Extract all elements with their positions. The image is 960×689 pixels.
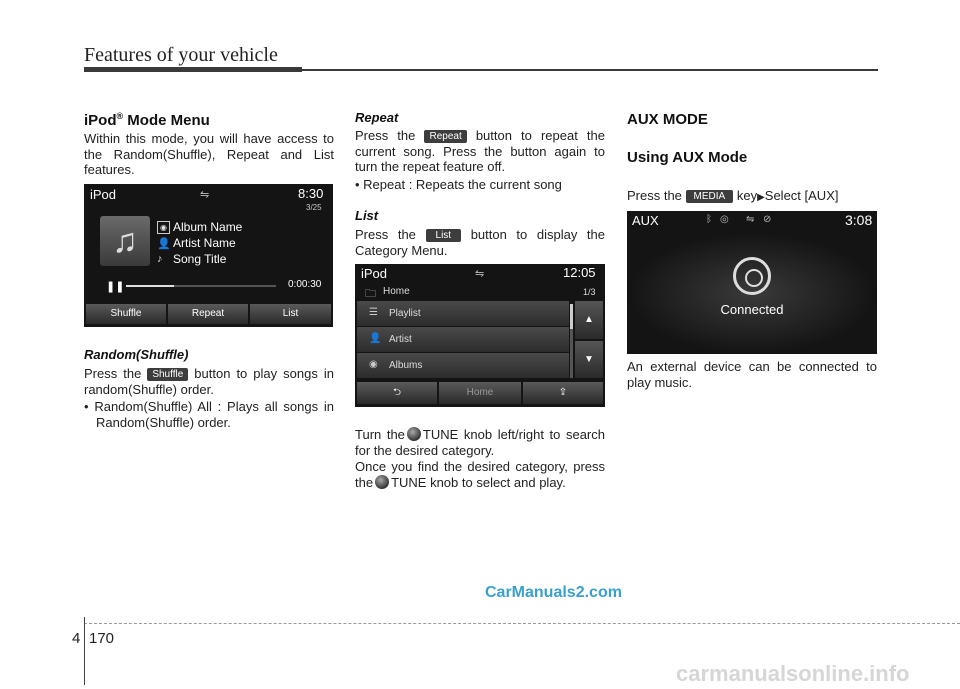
header-rule — [84, 67, 302, 72]
tune-paragraph-1 — [355, 427, 605, 458]
aux-press-c: Select [AUX] — [764, 188, 839, 203]
ipod-now-playing-screen — [84, 184, 333, 327]
shuffle-text-a: Press the — [84, 366, 142, 381]
repeat-button[interactable]: Repeat — [168, 304, 248, 324]
watermark-carmanuals2: CarManuals2.com — [485, 584, 622, 601]
down-arrow-icon: ▼ — [584, 354, 594, 365]
screen-title: iPod — [90, 187, 117, 202]
list-item-albums[interactable]: Albums — [357, 353, 569, 378]
disc-center — [745, 269, 763, 287]
progress-fill — [126, 285, 174, 287]
page-header-title: Features of your vehicle — [84, 44, 278, 66]
bluetooth-icon: ᛒ — [706, 214, 712, 225]
album-icon: ◉ — [157, 221, 170, 234]
folder-icon: 🗀 — [365, 288, 376, 300]
page-number: 170 — [89, 630, 115, 647]
ipod-mode-menu-heading — [84, 111, 210, 129]
scroll-down-button[interactable] — [575, 341, 603, 378]
ipod-intro-text: Within this mode, you will have access to the Random(Shuffle), Repeat and List features. — [84, 131, 334, 177]
artist-icon: 👤 — [157, 238, 171, 250]
track-count: 3/25 — [306, 203, 322, 212]
page-indicator: 1/3 — [583, 287, 596, 297]
pause-icon[interactable]: ❚❚ — [106, 281, 125, 293]
aux-screen — [627, 211, 877, 354]
breadcrumb-home: Home — [383, 286, 410, 297]
repeat-paragraph — [355, 128, 605, 175]
tune-knob-icon — [375, 475, 389, 489]
ipod-category-screen — [355, 264, 605, 407]
albums-icon: ◉ — [369, 359, 378, 370]
tune1-text-b: TUNE knob left/right to search for the desired category. — [355, 427, 605, 458]
repeat-heading: Repeat — [355, 110, 399, 125]
watermark-carmanualsonline: carmanualsonline.info — [676, 661, 910, 686]
scrollbar-thumb[interactable] — [570, 304, 573, 329]
tune-paragraph-2 — [355, 459, 605, 490]
song-icon: ♪ — [157, 253, 163, 265]
footer-divider — [84, 617, 85, 685]
footer-dashed-line — [84, 623, 960, 624]
list-chip: List — [426, 229, 462, 242]
repeat-bullet: • Repeat : Repeats the current song — [355, 177, 562, 192]
clock: 8:30 — [298, 186, 324, 201]
aux-press-b: key — [736, 188, 758, 203]
shuffle-chip: Shuffle — [147, 368, 188, 381]
header-rule-thin — [302, 69, 878, 71]
folder-up-button[interactable] — [523, 382, 603, 404]
connection-status: Connected — [720, 302, 784, 317]
scrollbar[interactable] — [570, 304, 573, 378]
screen-title: AUX — [632, 213, 659, 228]
screen-title: iPod — [361, 266, 388, 281]
repeat-text-a: Press the — [355, 128, 416, 143]
clock: 3:08 — [845, 212, 873, 228]
elapsed-time: 0:00:30 — [288, 279, 322, 290]
aux-mode-heading: AUX MODE — [627, 111, 708, 128]
up-arrow-icon: ▲ — [584, 314, 594, 325]
repeat-text-b: button to repeat the current song. Press the button again to turn the repeat feature off. — [355, 128, 605, 174]
album-art — [100, 216, 150, 266]
shuffle-bullet: • Random(Shuffle) All : Plays all songs in Random(Shuffle) order. — [84, 399, 334, 430]
back-button[interactable] — [357, 382, 437, 404]
usb-icon: ⇋ — [746, 214, 755, 225]
shuffle-button[interactable]: Shuffle — [86, 304, 166, 324]
list-paragraph — [355, 227, 605, 258]
list-item-playlist[interactable]: Playlist — [357, 301, 569, 326]
heading-rest: Mode Menu — [123, 112, 210, 129]
progress-track — [126, 285, 276, 287]
aux-description: An external device can be connected to play music. — [627, 359, 877, 390]
shuffle-paragraph — [84, 366, 334, 397]
home-button[interactable]: Home — [439, 382, 521, 404]
list-heading: List — [355, 208, 379, 223]
usb-icon: ⇋ — [475, 268, 485, 280]
album-name: Album Name — [173, 220, 243, 234]
tune1-text-a: Turn the — [355, 427, 405, 442]
artist-icon: 👤 — [369, 333, 382, 344]
chapter-number: 4 — [72, 630, 81, 647]
disc-status-icon: ◎ — [720, 214, 729, 225]
list-text-b: button to display the Category Menu. — [355, 227, 605, 258]
scroll-up-button[interactable] — [575, 301, 603, 339]
usb-icon: ⇋ — [200, 189, 210, 201]
arrow-right-icon: ▶ — [757, 192, 765, 203]
heading-ipod: iPod — [84, 112, 117, 129]
media-key-chip: MEDIA — [686, 190, 734, 203]
playlist-icon: ☰ — [369, 307, 378, 318]
tune2-text-b: TUNE knob to select and play. — [391, 474, 566, 490]
folder-up-icon: ⇪ — [558, 387, 568, 398]
clock: 12:05 — [563, 265, 596, 280]
song-title: Song Title — [173, 252, 227, 266]
shuffle-heading: Random(Shuffle) — [84, 347, 189, 362]
shuffle-text-b: button to play songs in random(Shuffle) order. — [84, 366, 334, 397]
music-note-icon: ♫ — [112, 222, 138, 260]
back-arrow-icon: ⮌ — [392, 387, 401, 398]
list-item-artist[interactable]: Artist — [357, 327, 569, 352]
tune2-text-a: Once you find the desired category, press the — [355, 459, 605, 490]
aux-press-instruction — [627, 188, 877, 206]
aux-jack-icon: ⊘ — [763, 214, 772, 225]
list-button[interactable]: List — [250, 304, 331, 324]
tune-knob-icon — [407, 427, 421, 441]
artist-name: Artist Name — [173, 236, 236, 250]
repeat-chip: Repeat — [424, 130, 466, 143]
aux-connected-icon — [733, 257, 771, 295]
aux-press-a: Press the — [627, 188, 682, 203]
registered-mark: ® — [116, 111, 124, 121]
list-text-a: Press the — [355, 227, 416, 242]
using-aux-heading: Using AUX Mode — [627, 149, 748, 166]
